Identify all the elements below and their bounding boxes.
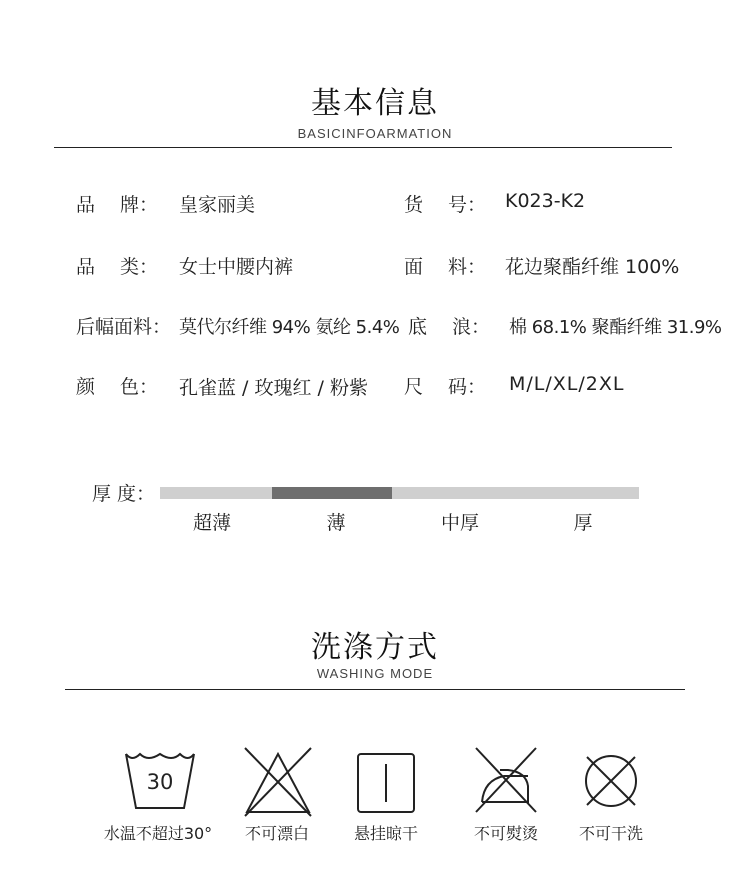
thickness-label: 厚 度： xyxy=(92,483,156,505)
thickness-level-thick: 厚 xyxy=(573,512,593,534)
thickness-level-ultra-thin: 超薄 xyxy=(192,512,231,534)
spec-value-brand: 皇家丽美 xyxy=(179,194,256,216)
care-label-no-bleach: 不可漂白 xyxy=(244,824,309,843)
basic-info-subtitle: BASICINFOARMATION xyxy=(297,126,453,141)
basic-info-divider xyxy=(54,147,672,148)
spec-value-size: M/L/XL/2XL xyxy=(509,373,625,395)
care-label-no-dry-clean: 不可干洗 xyxy=(578,824,643,843)
basic-info-title: 基本信息 xyxy=(311,86,439,121)
spec-value-color: 孔雀蓝 / 玫瑰红 / 粉紫 xyxy=(179,377,368,399)
spec-value-fabric: 花边聚酯纤维 100% xyxy=(505,256,680,278)
washing-title: 洗涤方式 xyxy=(311,630,439,665)
thickness-segment-rest xyxy=(392,487,639,499)
spec-value-category: 女士中腰内裤 xyxy=(179,256,294,278)
spec-label-fabric: 面 料： xyxy=(404,256,487,278)
no-bleach-icon xyxy=(243,746,313,822)
care-label-hang-dry: 悬挂晾干 xyxy=(353,824,418,843)
thickness-segment-thin-selected xyxy=(272,487,392,499)
thickness-level-thin: 薄 xyxy=(326,512,346,534)
washing-divider xyxy=(65,689,685,690)
wash-temp-number: 30 xyxy=(146,770,174,794)
spec-label-crotch: 底 浪： xyxy=(408,316,491,338)
thickness-level-medium: 中厚 xyxy=(440,512,479,534)
washing-subtitle: WASHING MODE xyxy=(316,666,434,681)
care-label-wash-30: 水温不超过30° xyxy=(103,824,213,843)
hang-dry-icon xyxy=(356,752,416,818)
spec-value-back-fabric: 莫代尔纤维 94% 氨纶 5.4% xyxy=(179,317,400,338)
spec-label-color: 颜 色： xyxy=(76,376,159,398)
spec-label-back-fabric: 后幅面料： xyxy=(76,316,172,338)
spec-label-size: 尺 码： xyxy=(404,376,487,398)
spec-label-brand: 品 牌： xyxy=(76,194,159,216)
thickness-segment-ultra-thin xyxy=(160,487,272,499)
no-iron-icon xyxy=(474,746,538,818)
spec-value-crotch: 棉 68.1% 聚酯纤维 31.9% xyxy=(509,317,722,338)
spec-label-item-no: 货 号： xyxy=(404,194,487,216)
spec-label-category: 品 类： xyxy=(76,256,159,278)
wash-30-icon xyxy=(120,748,200,818)
no-dry-clean-icon xyxy=(582,752,640,814)
care-label-no-iron: 不可熨烫 xyxy=(473,824,538,843)
spec-value-item-no: K023-K2 xyxy=(505,190,586,212)
